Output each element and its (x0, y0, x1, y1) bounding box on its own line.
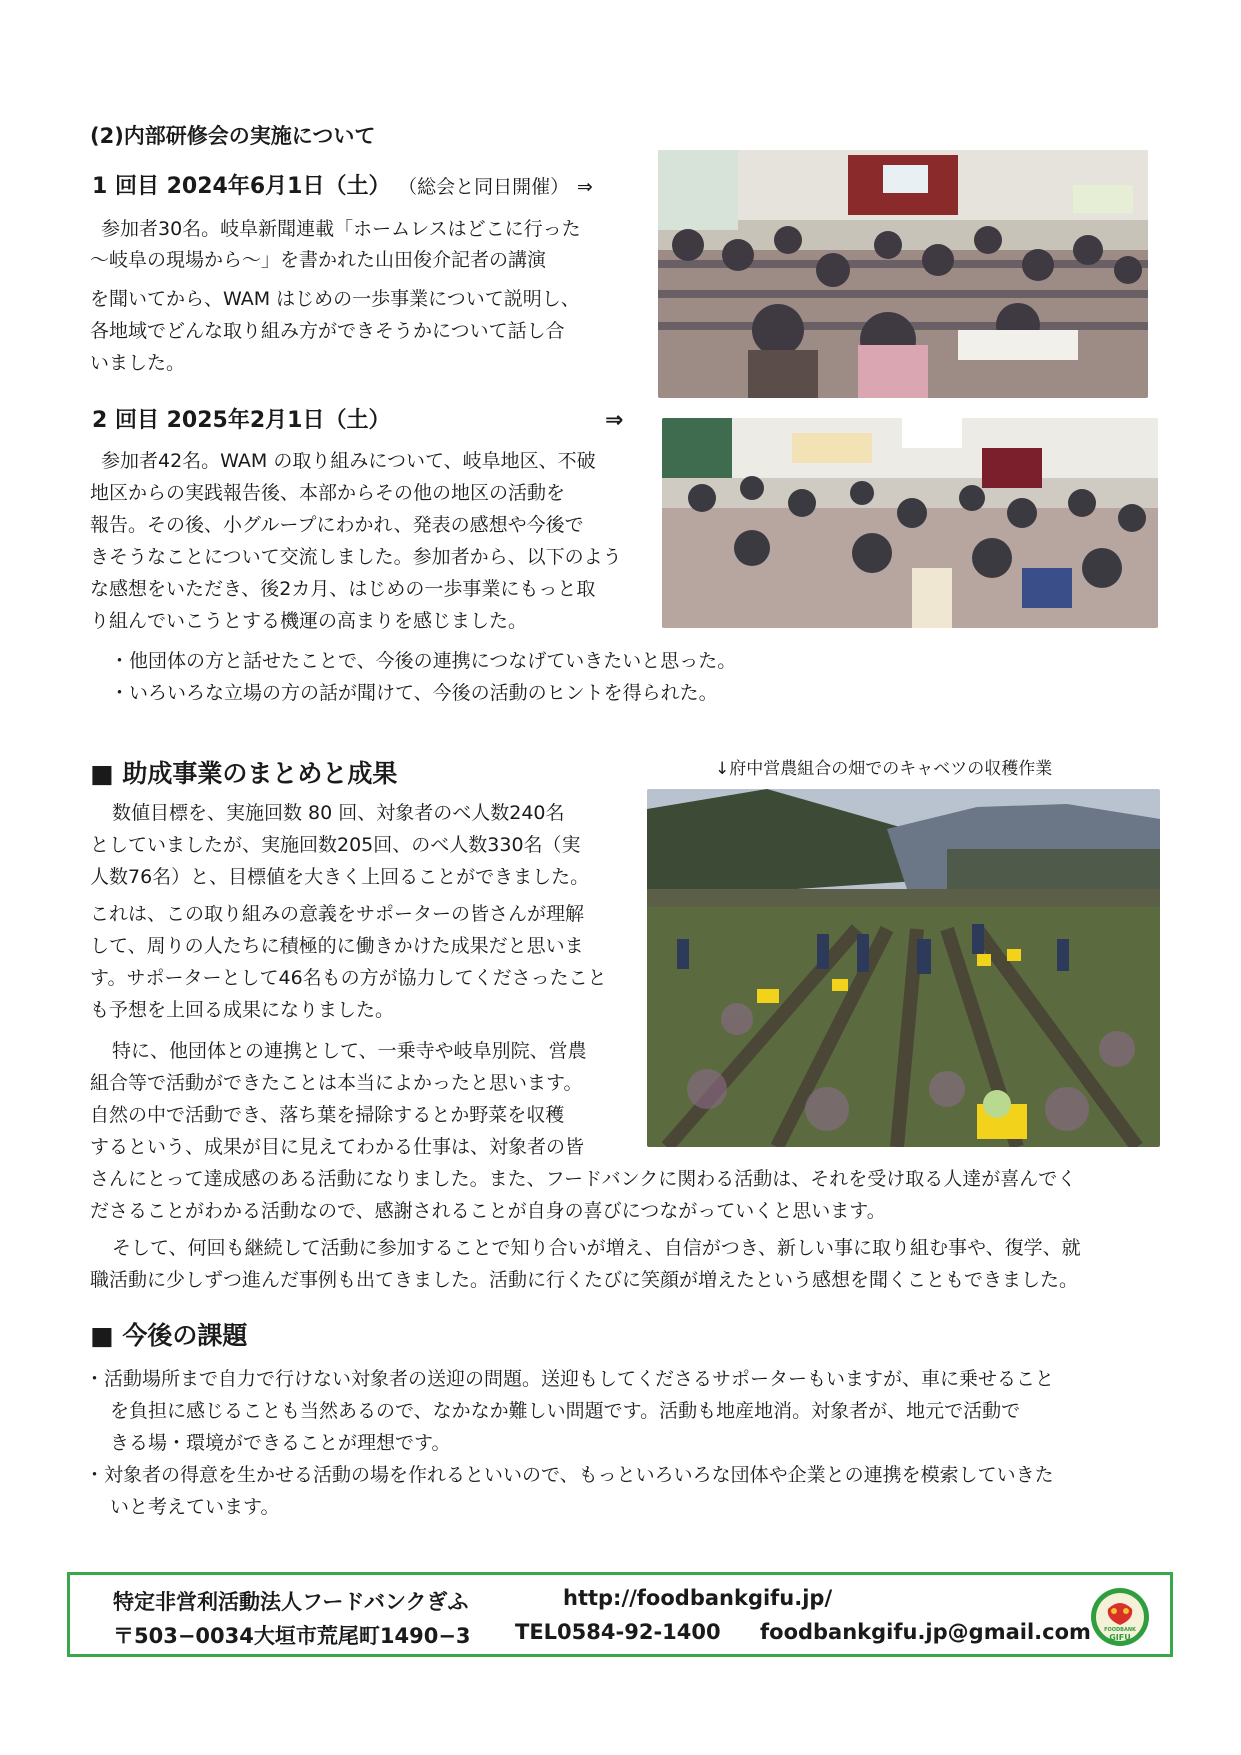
summary-line: そして、何回も継続して活動に参加することで知り合いが増え、自信がつき、新しい事に取り組む事や、復学、就 (112, 1237, 1081, 1259)
session1-line: 〜岐阜の現場から〜」を書かれた山田俊介記者の講演 (90, 249, 547, 271)
session2-line: 地区からの実践報告後、本部からその他の地区の活動を (90, 482, 566, 504)
issues-line: きる場・環境ができることが理想です。 (110, 1432, 451, 1454)
session2-line: り組んでいこうとする機運の高まりを感じました。 (90, 610, 528, 632)
summary-line: 組合等で活動ができたことは本当によかったと思います。 (90, 1072, 583, 1094)
session1-title (92, 171, 593, 203)
footer-org: 特定非営利活動法人フードバンクぎふ (113, 1590, 469, 1614)
session2-line: 報告。その後、小グループにわかれ、発表の感想や今後で (90, 514, 584, 536)
session1-date: 1 回目 2024年6月1日（土） (92, 174, 391, 199)
session2-bullet: ・いろいろな立場の方の話が聞けて、今後の活動のヒントを得られた。 (110, 682, 718, 704)
summary-line: 人数76名）と、目標値を大きく上回ることができました。 (90, 866, 590, 888)
session2-date: 2 回目 2025年2月1日（土） (92, 408, 391, 433)
session1-note: （総会と同日開催） (398, 176, 570, 198)
footer-box (67, 1572, 1173, 1657)
footer-tel: TEL0584-92-1400 (515, 1620, 721, 1644)
summary-line: これは、この取り組みの意義をサポーターの皆さんが理解 (90, 903, 585, 925)
footer-url[interactable]: http://foodbankgifu.jp/ (563, 1586, 833, 1610)
summary-line: す。サポーターとして46名もの方が協力してくださったこと (90, 967, 607, 989)
session2-arrow: ⇒ (605, 408, 624, 433)
training-heading: (2)内部研修会の実施について (90, 124, 376, 148)
meeting-photo-1 (658, 150, 1148, 398)
summary-line: さんにとって達成感のある活動になりました。また、フードバンクに関わる活動は、それを受け取る人達が喜んでく (90, 1168, 1077, 1190)
session1-arrow: ⇒ (576, 176, 593, 198)
summary-line: するという、成果が目に見えてわかる仕事は、対象者の皆 (90, 1136, 585, 1158)
summary-line: 職活動に少しずつ進んだ事例も出てきました。活動に行くたびに笑顔が増えたという感想を聞くこともできました。 (90, 1269, 1079, 1291)
issues-line: ・活動場所まで自力で行けない対象者の送迎の問題。送迎もしてくださるサポーターもいますが、車に乗せること (85, 1368, 1055, 1390)
photo-caption: ↓府中営農組合の畑でのキャベツの収穫作業 (715, 759, 1053, 779)
session2-line: 参加者42名。WAM の取り組みについて、岐阜地区、不破 (101, 450, 596, 472)
session2-title (92, 405, 390, 437)
session2-line: きそうなことについて交流しました。参加者から、以下のよう (90, 546, 622, 568)
logo-small-text: FOODBANK (1104, 1627, 1136, 1633)
summary-line: ださることがわかる活動なので、感謝されることが自身の喜びにつながっていくと思います。 (90, 1200, 886, 1222)
issues-line: ・対象者の得意を生かせる活動の場を作れるといいので、もっといろいろな団体や企業との連携を模索していきた (85, 1464, 1054, 1486)
summary-line: 特に、他団体との連携として、一乗寺や岐阜別院、営農 (112, 1040, 587, 1062)
session1-line: を聞いてから、WAM はじめの一歩事業について説明し、 (90, 288, 580, 310)
issues-line: を負担に感じることも当然あるので、なかなか難しい問題です。活動も地産地消。対象者が、地元で活動で (110, 1400, 1021, 1422)
session1-line: 各地域でどんな取り組み方ができそうかについて話し合 (90, 320, 565, 342)
summary-line: 数値目標を、実施回数 80 回、対象者のべ人数240名 (112, 802, 565, 824)
summary-line: 自然の中で活動でき、落ち葉を掃除するとか野菜を収穫 (90, 1104, 565, 1126)
session1-line: 参加者30名。岐阜新聞連載「ホームレスはどこに行った (101, 218, 581, 240)
session2-bullet: ・他団体の方と話せたことで、今後の連携につなげていきたいと思った。 (110, 650, 737, 672)
footer-email[interactable]: foodbankgifu.jp@gmail.com (760, 1620, 1091, 1644)
issues-line: いと考えています。 (110, 1496, 280, 1518)
meeting-photo-2 (662, 418, 1158, 628)
session1-line: いました。 (90, 352, 186, 374)
footer-address: 〒503−0034大垣市荒尾町1490−3 (113, 1624, 471, 1648)
session2-line: な感想をいただき、後2カ月、はじめの一歩事業にもっと取 (90, 578, 596, 600)
summary-line: としていましたが、実施回数205回、のべ人数330名（実 (90, 834, 581, 856)
logo-text: GIFU (1109, 1633, 1131, 1642)
foodbank-gifu-logo (1090, 1587, 1150, 1647)
summary-heading: ■ 助成事業のまとめと成果 (90, 759, 398, 788)
summary-line: も予想を上回る成果になりました。 (90, 999, 395, 1021)
summary-line: して、周りの人たちに積極的に働きかけた成果だと思いま (90, 935, 584, 957)
issues-heading: ■ 今後の課題 (90, 1321, 248, 1350)
cabbage-harvest-photo (647, 789, 1160, 1147)
